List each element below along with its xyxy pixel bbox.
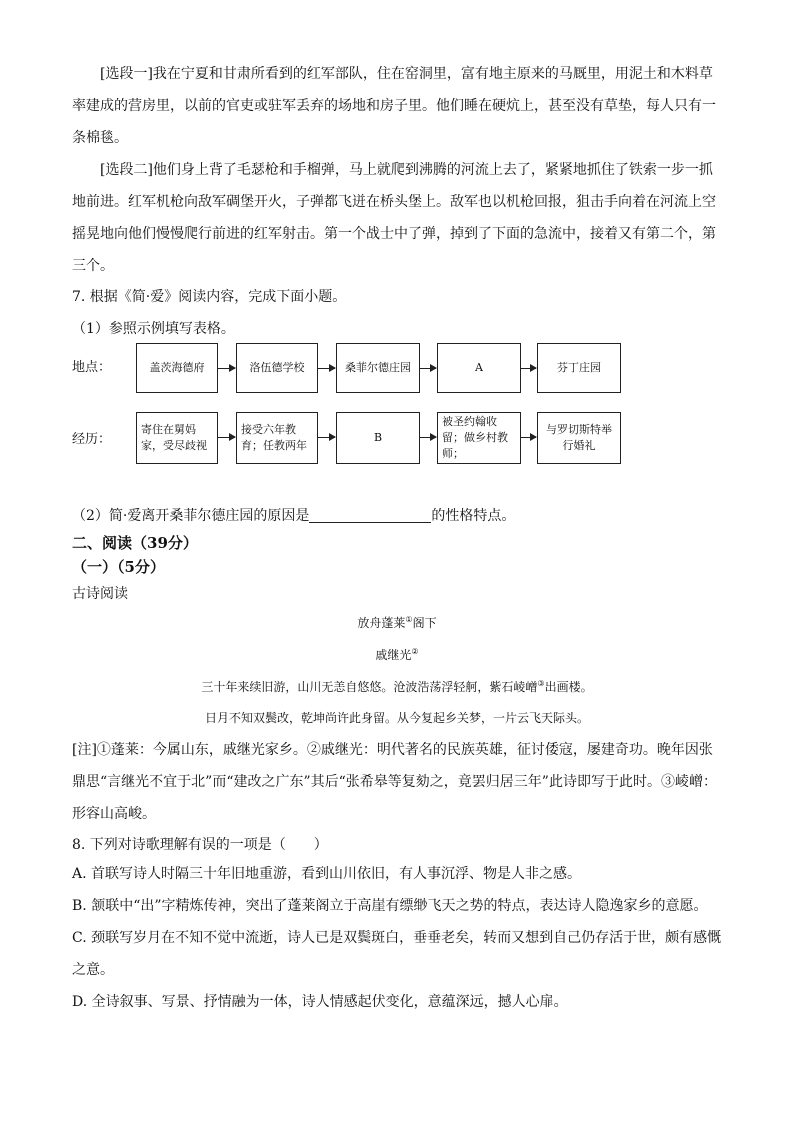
answer-blank[interactable]	[309, 508, 431, 523]
poem-line-1-text: 三十年来续旧游，山川无恙自悠悠。沧波浩荡浮轻舸，紫石崚嶒	[201, 680, 538, 694]
place-box-5: 芬丁庄园	[537, 343, 621, 393]
arrow-right-icon	[521, 437, 536, 438]
section-2-sub-heading: （一）（5分）	[72, 558, 165, 576]
poem-notes: [注]①蓬莱：今属山东，戚继光家乡。②戚继光：明代著名的民族英雄，征讨倭寇，屡建奇功。晚年因张鼎思“言继光不宜于北”而“建改之广东”其后“张希皋等复劾之，竟罢归居三年”此诗即写于此时。③崚嶒：形容山高峻。	[72, 742, 717, 822]
experience-box-4: 被圣约翰收留；做乡村教师；	[437, 412, 521, 464]
section-2-heading: 二、阅读（39分）	[72, 534, 198, 552]
question-8-stem: 8. 下列对诗歌理解有误的一项是（ ）	[72, 837, 328, 853]
experience-box-B: B	[336, 412, 420, 464]
experiences-row-label: 经历：	[72, 432, 112, 447]
question-8-option-d: D. 全诗叙事、写景、抒情融为一体，诗人情感起伏变化，意蕴深远，撼人心扉。	[72, 994, 568, 1010]
place-box-2: 洛伍德学校	[236, 343, 318, 393]
arrow-right-icon	[420, 368, 436, 369]
poem-author-text: 戚继光	[375, 648, 412, 662]
experience-box-5: 与罗切斯特举行婚礼	[537, 412, 621, 464]
arrow-right-icon	[420, 437, 436, 438]
arrow-right-icon	[521, 368, 536, 369]
question-8-option-b: B. 颔联中“出”字精炼传神，突出了蓬莱阁立于高崖有缥缈飞天之势的特点，表达诗人隐逸家乡的意愿。	[72, 898, 708, 914]
poem-author-note: ②	[411, 647, 419, 656]
question-7-sub2	[72, 505, 515, 525]
poem-line-1-note: ③	[537, 679, 545, 688]
arrow-right-icon	[318, 437, 335, 438]
place-box-A: A	[437, 343, 521, 393]
passage-section-1: [选段一]我在宁夏和甘肃所看到的红军部队，住在窑洞里，富有地主原来的马厩里，用泥土和木料草率建成的营房里，以前的官吏或驻军丢弃的场地和房子里。他们睡在硬炕上，甚至没有草垫，每人只有一条棉毯。	[72, 66, 716, 146]
poem-title-text-after: 阁下	[412, 616, 437, 630]
poem-title-note: ①	[405, 615, 413, 624]
place-box-3: 桑菲尔德庄园	[336, 343, 420, 393]
question-7-sub2-suffix: 的性格特点。	[431, 508, 516, 524]
arrow-right-icon	[218, 368, 235, 369]
arrow-right-icon	[218, 437, 235, 438]
poem-line-1-text-after: 出画楼。	[544, 680, 593, 694]
experience-box-2: 接受六年教育；任教两年	[236, 412, 318, 464]
question-7-sub2-prefix: （2）简·爱离开桑菲尔德庄园的原因是	[72, 508, 310, 524]
place-box-1: 盖茨海德府	[136, 343, 218, 393]
question-7-title: 7. 根据《简·爱》阅读内容，完成下面小题。	[72, 289, 347, 305]
poem-line-1	[0, 678, 794, 695]
question-8-option-c: C. 颈联写岁月在不知不觉中流逝，诗人已是双鬓斑白，垂垂老矣，转而又想到自己仍存活于世，颇有感慨之意。	[72, 930, 722, 978]
passage-section-2: [选段二]他们身上背了毛瑟枪和手榴弹，马上就爬到沸腾的河流上去了，紧紧地抓住了铁索一步一抓地前进。红军机枪向敌军碉堡开火，子弹都飞迸在桥头堡上。敌军也以机枪回报，狙击手向着在河流上空摇晃地向他们慢慢爬行前进的红军射击。第一个战士中了弹，掉到了下面的急流中，接着又有第二个，第三个。	[72, 162, 716, 274]
arrow-right-icon	[318, 368, 335, 369]
poem-section-label: 古诗阅读	[72, 586, 128, 602]
poem-author	[0, 646, 794, 663]
question-8-option-a: A. 首联写诗人时隔三十年旧地重游，看到山川依旧，有人事沉浮、物是人非之感。	[72, 866, 582, 882]
poem-line-2: 日月不知双鬓改，乾坤尚许此身留。从今复起乡关梦，一片云飞天际头。	[204, 711, 589, 725]
places-row-label: 地点：	[72, 360, 112, 375]
experience-box-1: 寄住在舅妈家，受尽歧视	[136, 412, 218, 464]
poem-title-text: 放舟蓬莱	[357, 616, 406, 630]
poem-title	[0, 614, 794, 631]
question-7-sub1: （1）参照示例填写表格。	[72, 321, 235, 337]
